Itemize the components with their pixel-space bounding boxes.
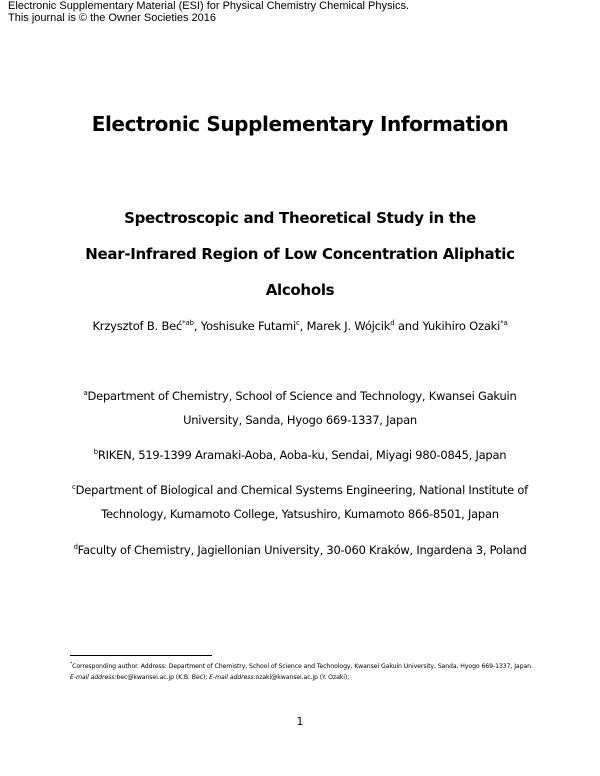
affiliation-mark: a	[83, 389, 88, 398]
paper-title-line1: Spectroscopic and Theoretical Study in the	[124, 209, 476, 227]
author-name: Krzysztof B. Beć	[92, 319, 183, 333]
main-title: Electronic Supplementary Information	[91, 112, 509, 136]
author-separator: ,	[193, 319, 201, 333]
author-name: Yoshisuke Futami	[200, 319, 296, 333]
affiliation-line1: Department of Biological and Chemical Systems Engineering, National Institute of	[75, 483, 528, 497]
footnote	[70, 661, 540, 683]
affiliation-line2: Technology, Kumamoto College, Yatsushiro, Kumamoto 866-8501, Japan	[101, 507, 499, 521]
author-separator: and	[394, 319, 423, 333]
esi-header	[8, 0, 409, 24]
footnote-text: Corresponding author. Address: Department of Chemistry, School of Science and Technology, Kwansei Gakuin University, Sanda, Hyogo 669-1337, Japan.	[72, 663, 533, 670]
author-affil-mark: *a	[500, 319, 508, 328]
author-affil-mark: *ab	[182, 319, 194, 328]
author-separator: ,	[299, 319, 307, 333]
paper-title	[40, 200, 560, 308]
author-name: Marek J. Wójcik	[306, 319, 391, 333]
affiliation-mark: b	[93, 448, 98, 457]
footnote-mark: *	[70, 661, 73, 667]
footnote-email: bec@kwansei.ac.jp (K.B. Beć);	[116, 674, 210, 681]
affiliation-mark: c	[72, 483, 76, 492]
esi-header-line2: This journal is © the Owner Societies 2016	[8, 12, 217, 24]
author-list	[0, 319, 600, 333]
affiliation-b	[60, 443, 540, 467]
paper-title-line3: Alcohols	[265, 281, 335, 299]
author-affil-mark: d	[390, 319, 395, 328]
footnote-email-label: E-mail address:	[209, 674, 256, 681]
affiliation-a	[60, 384, 540, 432]
author-affil-mark: c	[296, 319, 300, 328]
affiliation-line1: RIKEN, 519-1399 Aramaki-Aoba, Aoba-ku, Sendai, Miyagi 980-0845, Japan	[97, 448, 507, 462]
esi-header-line1: Electronic Supplementary Material (ESI) for Physical Chemistry Chemical Physics.	[8, 0, 410, 12]
footnote-rule	[70, 655, 212, 656]
footnote-email: ozaki@kwansei.ac.jp (Y. Ozaki);	[255, 674, 350, 681]
author-name: Yukihiro Ozaki	[422, 319, 501, 333]
affiliation-d	[60, 538, 540, 562]
page-number: 1	[296, 715, 304, 728]
affiliation-c	[60, 478, 540, 526]
affiliation-line1: Department of Chemistry, School of Science and Technology, Kwansei Gakuin	[87, 389, 517, 403]
affiliation-line2: University, Sanda, Hyogo 669-1337, Japan	[183, 413, 417, 427]
paper-title-line2: Near-Infrared Region of Low Concentration Aliphatic	[85, 245, 515, 263]
footnote-email-label: E-mail address:	[70, 674, 117, 681]
affiliation-line1: Faculty of Chemistry, Jagiellonian University, 30-060 Kraków, Ingardena 3, Poland	[77, 543, 527, 557]
affiliation-mark: d	[73, 543, 78, 552]
